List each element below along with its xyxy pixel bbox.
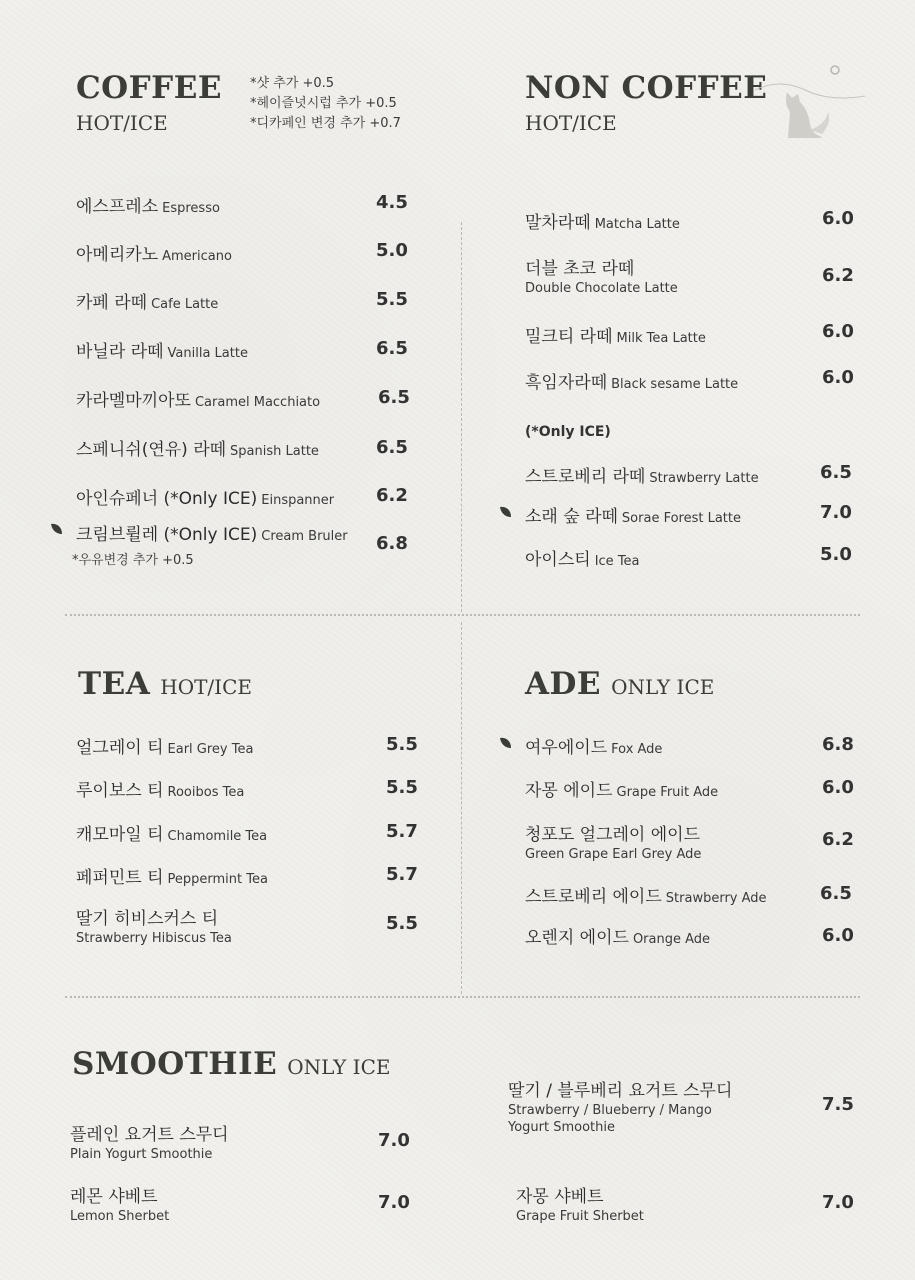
item-en: Grape Fruit Sherbet bbox=[516, 1209, 644, 1224]
smoothie-price-grapefruit-sherbet: 7.0 bbox=[822, 1192, 854, 1213]
item-en: Espresso bbox=[162, 201, 220, 216]
item-ko: 얼그레이 티 bbox=[76, 738, 164, 758]
non-coffee-title: NON COFFEE bbox=[525, 70, 768, 106]
item-ko: 청포도 얼그레이 에이드 bbox=[525, 825, 701, 845]
smoothie-subtitle: ONLY ICE bbox=[287, 1055, 391, 1079]
ade-item-green-grape bbox=[525, 820, 701, 862]
ade-subtitle: ONLY ICE bbox=[611, 675, 715, 699]
ade-item-orange bbox=[525, 923, 710, 948]
non-coffee-item-sorae-forest bbox=[525, 502, 741, 527]
item-en: Green Grape Earl Grey Ade bbox=[525, 847, 702, 862]
tea-item-earl-grey bbox=[76, 733, 253, 758]
coffee-note-shot: *샷 추가 +0.5 bbox=[250, 76, 335, 91]
item-en: Orange Ade bbox=[632, 932, 711, 947]
smoothie-item-lemon-sherbet bbox=[70, 1182, 169, 1224]
non-coffee-item-matcha bbox=[525, 208, 680, 233]
fox-moon-logo bbox=[750, 60, 870, 142]
item-en: Grape Fruit Ade bbox=[616, 785, 719, 800]
item-en: Ice Tea bbox=[594, 554, 640, 569]
item-en: Matcha Latte bbox=[594, 217, 680, 232]
item-en: Cream Bruler bbox=[261, 529, 348, 544]
item-ko: 스트로베리 에이드 bbox=[525, 887, 662, 907]
smoothie-item-plain-yogurt bbox=[70, 1120, 229, 1162]
non-coffee-price-sorae-forest: 7.0 bbox=[820, 502, 852, 523]
tea-price-peppermint: 5.7 bbox=[386, 864, 418, 885]
item-ko: 딸기 / 블루베리 요거트 스무디 bbox=[508, 1081, 733, 1101]
item-en: Double Chocolate Latte bbox=[525, 281, 678, 296]
item-en: Fox Ade bbox=[611, 742, 663, 757]
coffee-price-cream-bruler: 6.8 bbox=[376, 533, 408, 554]
item-en: Strawberry / Blueberry / Mango bbox=[508, 1103, 712, 1118]
ade-price-orange: 6.0 bbox=[822, 925, 854, 946]
item-ko: 자몽 에이드 bbox=[525, 781, 613, 801]
leaf-icon bbox=[50, 522, 64, 536]
item-ko: 스트로베리 라떼 bbox=[525, 467, 646, 487]
ade-price-fox: 6.8 bbox=[822, 734, 854, 755]
coffee-price-espresso: 4.5 bbox=[376, 192, 408, 213]
item-ko: 루이보스 티 bbox=[76, 781, 164, 801]
item-en: Rooibos Tea bbox=[167, 785, 245, 800]
ade-header bbox=[525, 666, 714, 702]
non-coffee-price-milk-tea: 6.0 bbox=[822, 321, 854, 342]
non-coffee-price-strawberry-latte: 6.5 bbox=[820, 462, 852, 483]
non-coffee-item-black-sesame bbox=[525, 368, 738, 393]
coffee-title: COFFEE bbox=[76, 70, 222, 106]
non-coffee-item-ice-tea bbox=[525, 545, 640, 570]
item-en: Caramel Macchiato bbox=[194, 395, 321, 410]
vertical-divider-top bbox=[461, 222, 462, 612]
coffee-price-caramel-macchiato: 6.5 bbox=[378, 387, 410, 408]
item-ko: 흑임자라떼 bbox=[525, 373, 608, 393]
item-en: Earl Grey Tea bbox=[167, 742, 254, 757]
item-ko: 아이스티 bbox=[525, 550, 591, 570]
item-en: Plain Yogurt Smoothie bbox=[70, 1147, 213, 1162]
coffee-item-spanish-latte bbox=[76, 435, 319, 460]
smoothie-item-grapefruit-sherbet bbox=[516, 1182, 644, 1224]
item-ko: 여우에이드 bbox=[525, 738, 608, 758]
smoothie-price-plain-yogurt: 7.0 bbox=[378, 1130, 410, 1151]
coffee-price-spanish-latte: 6.5 bbox=[376, 437, 408, 458]
item-en: Spanish Latte bbox=[230, 444, 319, 459]
tea-price-rooibos: 5.5 bbox=[386, 777, 418, 798]
coffee-item-caramel-macchiato bbox=[76, 386, 320, 411]
smoothie-header bbox=[72, 1046, 390, 1082]
item-en: Strawberry Ade bbox=[665, 891, 767, 906]
horizontal-divider-2 bbox=[65, 996, 860, 998]
non-coffee-price-ice-tea: 5.0 bbox=[820, 544, 852, 565]
only-ice-label: (*Only ICE) bbox=[525, 424, 611, 440]
coffee-note-decaf: *디카페인 변경 추가 +0.7 bbox=[250, 116, 401, 131]
item-ko: 오렌지 에이드 bbox=[525, 928, 629, 948]
item-ko: 카페 라떼 bbox=[76, 293, 148, 313]
tea-item-rooibos bbox=[76, 776, 244, 801]
horizontal-divider-1 bbox=[65, 614, 860, 616]
item-en: Milk Tea Latte bbox=[616, 331, 706, 346]
item-en: Lemon Sherbet bbox=[70, 1209, 170, 1224]
ade-price-grapefruit: 6.0 bbox=[822, 777, 854, 798]
tea-header bbox=[78, 666, 252, 702]
coffee-item-espresso bbox=[76, 192, 220, 217]
item-en: Peppermint Tea bbox=[167, 872, 268, 887]
item-ko: 레몬 샤베트 bbox=[70, 1187, 158, 1207]
item-en: Strawberry Hibiscus Tea bbox=[76, 931, 232, 946]
tea-item-peppermint bbox=[76, 863, 268, 888]
item-ko: 소래 숲 라떼 bbox=[525, 507, 618, 527]
item-ko: 카라멜마끼아또 bbox=[76, 391, 191, 411]
tea-price-strawberry-hibiscus: 5.5 bbox=[386, 913, 418, 934]
non-coffee-item-milk-tea bbox=[525, 322, 706, 347]
item-ko: 페퍼민트 티 bbox=[76, 868, 164, 888]
item-ko: 아메리카노 bbox=[76, 245, 159, 265]
coffee-price-cafe-latte: 5.5 bbox=[376, 289, 408, 310]
item-ko: 바닐라 라떼 bbox=[76, 342, 164, 362]
vertical-divider-middle bbox=[461, 622, 462, 994]
coffee-item-einspanner bbox=[76, 484, 334, 509]
coffee-item-americano bbox=[76, 240, 232, 265]
non-coffee-item-strawberry-latte bbox=[525, 462, 759, 487]
item-en: Americano bbox=[162, 249, 232, 264]
item-en: Strawberry Latte bbox=[649, 471, 759, 486]
item-ko: 더블 초코 라떼 bbox=[525, 259, 635, 279]
item-ko: 플레인 요거트 스무디 bbox=[70, 1125, 229, 1145]
coffee-price-einspanner: 6.2 bbox=[376, 485, 408, 506]
item-ko: 자몽 샤베트 bbox=[516, 1187, 604, 1207]
item-en: Cafe Latte bbox=[151, 297, 219, 312]
non-coffee-item-double-choco bbox=[525, 254, 678, 296]
item-en: Vanilla Latte bbox=[167, 346, 248, 361]
coffee-item-cafe-latte bbox=[76, 288, 218, 313]
non-coffee-price-matcha: 6.0 bbox=[822, 208, 854, 229]
ade-title: ADE bbox=[525, 666, 602, 702]
non-coffee-price-double-choco: 6.2 bbox=[822, 265, 854, 286]
item-en: Chamomile Tea bbox=[167, 829, 268, 844]
item-en: Sorae Forest Latte bbox=[621, 511, 741, 526]
smoothie-item-berry-yogurt bbox=[508, 1076, 732, 1135]
coffee-notes bbox=[250, 74, 401, 134]
item-ko: 말차라떼 bbox=[525, 213, 591, 233]
coffee-item-cream-bruler bbox=[76, 520, 348, 545]
tea-title: TEA bbox=[78, 666, 151, 702]
ade-item-strawberry bbox=[525, 882, 767, 907]
smoothie-price-berry-yogurt: 7.5 bbox=[822, 1094, 854, 1115]
item-ko: 밀크티 라떼 bbox=[525, 327, 613, 347]
tea-price-chamomile: 5.7 bbox=[386, 821, 418, 842]
ade-price-green-grape: 6.2 bbox=[822, 829, 854, 850]
leaf-icon bbox=[499, 505, 513, 519]
ade-item-grapefruit bbox=[525, 776, 718, 801]
leaf-icon bbox=[499, 736, 513, 750]
item-en-line2: Yogurt Smoothie bbox=[508, 1120, 616, 1135]
item-ko: 딸기 히비스커스 티 bbox=[76, 909, 219, 929]
non-coffee-price-black-sesame: 6.0 bbox=[822, 367, 854, 388]
smoothie-price-lemon-sherbet: 7.0 bbox=[378, 1192, 410, 1213]
smoothie-title: SMOOTHIE bbox=[72, 1046, 278, 1082]
ade-price-strawberry: 6.5 bbox=[820, 883, 852, 904]
item-ko: 에스프레소 bbox=[76, 197, 159, 217]
ade-item-fox bbox=[525, 733, 662, 758]
item-en: Black sesame Latte bbox=[611, 377, 739, 392]
coffee-price-vanilla-latte: 6.5 bbox=[376, 338, 408, 359]
item-ko: 크림브륄레 (*Only ICE) bbox=[76, 525, 258, 545]
tea-item-chamomile bbox=[76, 820, 267, 845]
coffee-item-vanilla-latte bbox=[76, 337, 248, 362]
coffee-note-hazelnut: *헤이즐넛시럽 추가 +0.5 bbox=[250, 96, 397, 111]
tea-subtitle: HOT/ICE bbox=[160, 675, 252, 699]
item-en: Einspanner bbox=[261, 493, 335, 508]
tea-price-earl-grey: 5.5 bbox=[386, 734, 418, 755]
item-ko: 캐모마일 티 bbox=[76, 825, 164, 845]
coffee-subtitle: HOT/ICE bbox=[76, 111, 168, 135]
coffee-note-milk: *우유변경 추가 +0.5 bbox=[72, 553, 194, 568]
coffee-price-americano: 5.0 bbox=[376, 240, 408, 261]
tea-item-strawberry-hibiscus bbox=[76, 904, 232, 946]
item-ko: 아인슈페너 (*Only ICE) bbox=[76, 489, 258, 509]
item-ko: 스페니쉬(연유) 라떼 bbox=[76, 440, 227, 460]
non-coffee-subtitle: HOT/ICE bbox=[525, 111, 617, 135]
